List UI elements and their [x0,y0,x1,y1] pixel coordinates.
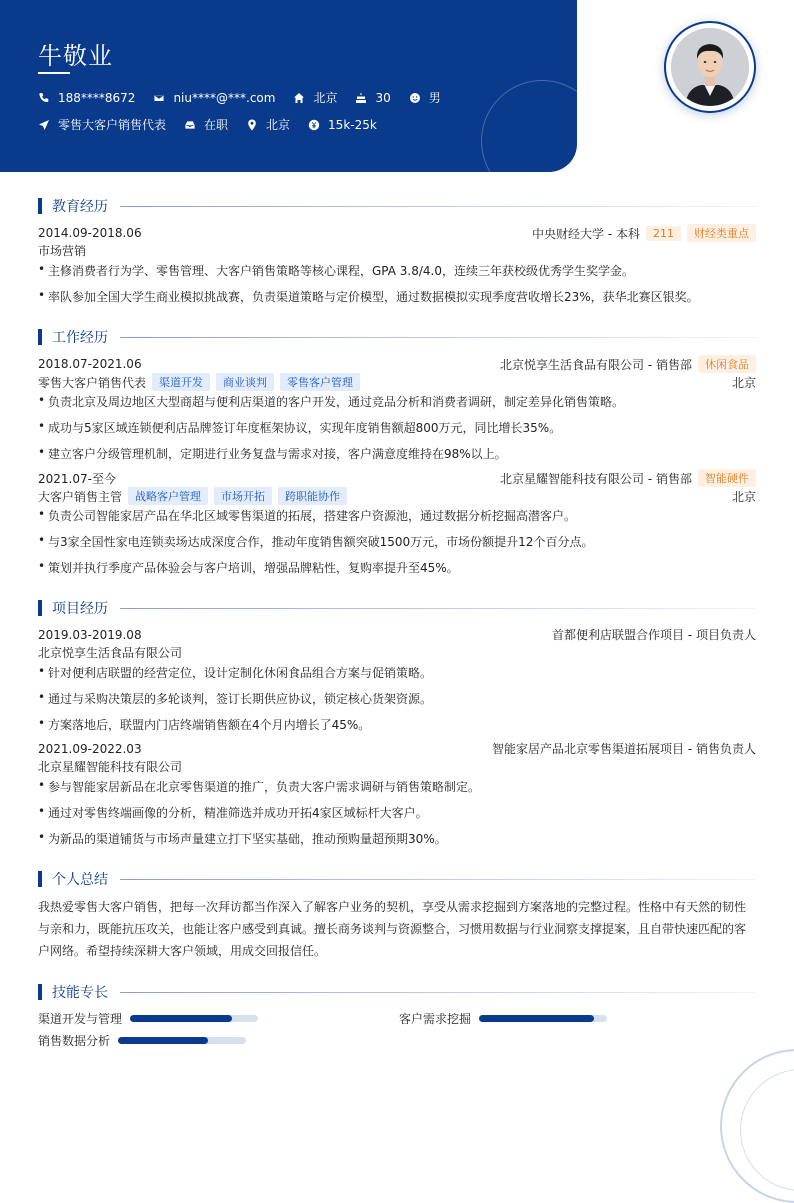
avatar-frame [664,21,756,113]
mail-icon [153,92,165,104]
work-header-row [38,355,756,373]
gender: 男 [428,91,441,105]
section-skills [38,982,756,1002]
phone-item [38,91,135,105]
work-header-row [38,469,756,487]
inbox-icon [184,119,196,131]
education-period: 2014.09-2018.06 [38,226,142,240]
skill-tag: 零售客户管理 [280,373,360,391]
target-job-item [38,116,166,133]
list-item: • 针对便利店联盟的经营定位，设计定制化休闲食品组合方案与促销策略。 [38,664,433,680]
work-period: 2021.07-至今 [38,471,116,486]
section-title: 教育经历 [52,199,108,215]
name-underline [38,72,70,74]
work-location: 北京 [731,375,756,390]
project-name: 智能家居产品北京零售渠道拓展项目 - 销售负责人 [492,742,756,756]
skill-name: 客户需求挖掘 [399,1012,472,1026]
location-pin-icon [246,119,258,131]
target-city: 北京 [266,118,291,132]
section-marker [38,984,42,1000]
skill-tag: 渠道开发 [152,373,210,391]
skill-name: 渠道开发与管理 [38,1012,123,1026]
project-company-row [38,758,756,775]
section-projects [38,598,756,618]
age-item [355,91,390,105]
company-name: 北京悦享生活食品有限公司 - 销售部 [500,357,692,372]
list-item: • 参与智能家居新品在北京零售渠道的推广，负责大客户需求调研与销售策略制定。 [38,778,481,794]
section-title: 工作经历 [52,330,108,346]
skill-name: 销售数据分析 [38,1034,111,1048]
section-divider [120,879,756,880]
header-banner [0,0,577,172]
list-item: • 负责北京及周边地区大型商超与便利店渠道的客户开发，通过竞品分析和消费者调研，制定差异化销售策略。 [38,393,625,409]
list-item: • 主修消费者行为学、零售管理、大客户销售策略等核心课程，GPA 3.8/4.0，连续三年获校级优秀学生奖学金。 [38,262,635,278]
list-item: • 率队参加全国大学生商业模拟挑战赛，负责渠道策略与定价模型，通过数据模拟实现季度营收增长23%，获华北赛区银奖。 [38,288,699,304]
email-address: niu****@***.com [173,90,276,105]
age: 30 [375,90,391,105]
skill-item [38,1032,246,1049]
job-title: 大客户销售主管 [38,489,123,504]
contact-row [38,89,459,106]
email-item [153,91,275,105]
skill-bar-fill [130,1015,232,1022]
project-name: 首都便利店联盟合作项目 - 项目负责人 [552,628,756,642]
status-item [184,116,228,133]
skill-tag: 市场开拓 [214,487,272,505]
project-company: 北京悦享生活食品有限公司 [38,646,183,660]
list-item: • 建立客户分级管理机制，定期进行业务复盘与需求对接，客户满意度维持在98%以上。 [38,445,507,461]
phone-number: 188****8672 [58,90,136,105]
decorative-circle [481,80,577,172]
skill-bar-fill [479,1015,594,1022]
job-status: 在职 [204,118,229,132]
skill-bar-fill [118,1037,208,1044]
education-header-row [38,224,756,242]
school-tag: 财经类重点 [687,224,756,242]
company-name: 北京星耀智能科技有限公司 - 销售部 [500,471,692,486]
skill-bar [130,1015,258,1022]
salary-range: 15k-25k [328,117,377,132]
section-marker [38,600,42,616]
education-major-row [38,242,756,259]
section-marker [38,871,42,887]
school-tag: 211 [646,226,681,241]
summary-text: 我热爱零售大客户销售，把每一次拜访都当作深入了解客户业务的契机，享受从需求挖掘到方案落地的完整过程。性格中有天然的韧性与亲和力，既能抗压攻关，也能让客户感受到真诚。擅长商务谈判与资源整合，习惯用数据与行业洞察支撑提案，且自带快速匹配的客户网络。希望持续深耕大客户领域，用成交回报信任。 [38,900,747,958]
project-company: 北京星耀智能科技有限公司 [38,760,183,774]
section-divider [120,608,756,609]
cake-icon [355,92,367,104]
money-icon [308,119,320,131]
skill-item [38,1010,258,1027]
school-name: 中央财经大学 - 本科 [532,226,640,241]
project-header-row [38,626,756,643]
project-period: 2019.03-2019.08 [38,627,142,642]
section-work [38,327,756,347]
city: 北京 [313,91,338,105]
work-location: 北京 [731,489,756,504]
section-divider [120,206,756,207]
project-company-row [38,644,756,661]
section-marker [38,198,42,214]
target-city-item [246,116,290,133]
list-item: • 负责公司智能家居产品在华北区域零售渠道的拓展，搭建客户资源池，通过数据分析挖掘高潜客户。 [38,507,577,523]
section-title: 项目经历 [52,601,108,617]
project-period: 2021.09-2022.03 [38,741,142,756]
work-title-row [38,373,756,391]
job-intent-row [38,116,395,133]
target-job: 零售大客户销售代表 [58,118,167,132]
list-item: • 策划并执行季度产品体验会与客户培训，增强品牌粘性，复购率提升至45%。 [38,559,459,575]
section-education [38,196,756,216]
salary-item [308,118,377,132]
project-header-row [38,740,756,757]
list-item: • 成功与5家区域连锁便利店品牌签订年度框架协议，实现年度销售额超800万元，同比增长35%。 [38,419,562,435]
list-item: • 通过对零售终端画像的分析，精准筛选并成功开拓4家区域标杆大客户。 [38,804,428,820]
section-marker [38,329,42,345]
section-summary [38,869,756,889]
section-divider [120,992,756,993]
phone-icon [38,92,50,104]
work-title-row [38,487,756,505]
industry-tag: 智能硬件 [698,469,756,487]
skill-tag: 商业谈判 [216,373,274,391]
candidate-name: 牛敬业 [38,42,113,70]
skill-tag: 跨职能协作 [278,487,347,505]
avatar [671,28,749,106]
skill-item [399,1010,607,1027]
major: 市场营销 [38,244,87,258]
home-icon [293,92,305,104]
section-divider [120,337,756,338]
work-period: 2018.07-2021.06 [38,357,142,371]
section-title: 技能专长 [52,985,108,1001]
list-item: • 方案落地后，联盟内门店终端销售额在4个月内增长了45%。 [38,716,371,732]
industry-tag: 休闲食品 [698,355,756,373]
list-item: • 通过与采购决策层的多轮谈判，签订长期供应协议，锁定核心货架资源。 [38,690,433,706]
section-title: 个人总结 [52,872,108,888]
send-icon [38,119,50,131]
skill-bar [479,1015,607,1022]
skill-tag: 战略客户管理 [128,487,208,505]
city-item [293,89,337,106]
gender-item [409,89,441,106]
skill-bar [118,1037,246,1044]
list-item: • 与3家全国性家电连锁卖场达成深度合作，推动年度销售额突破1500万元，市场份额提升12个百分点。 [38,533,594,549]
face-icon [409,92,421,104]
job-title: 零售大客户销售代表 [38,375,147,390]
list-item: • 为新品的渠道铺货与市场声量建立打下坚实基础，推动预购量超预期30%。 [38,830,447,846]
